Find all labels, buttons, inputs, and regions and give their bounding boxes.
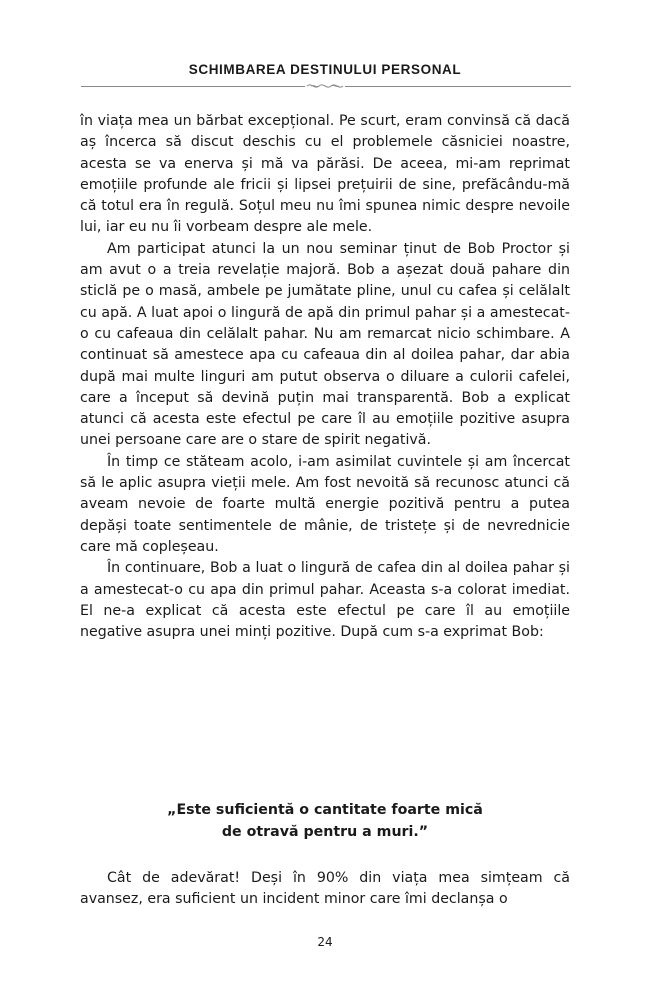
paragraph: În timp ce stăteam acolo, i-am asimilat cuvintele și am încercat să le aplic asupra vieții mele. Am fost nevoită să recunosc atunci că aveam nevoie de foarte multă energie pozitivă pentru a putea depăși toate sentimentele de mânie, de tristețe și de nevrednicie care mă copleșeau. (80, 453, 570, 555)
quote-line: de otravă pentru a muri.” (221, 824, 429, 840)
closing-text (80, 868, 570, 911)
paragraph: În continuare, Bob a luat o lingură de cafea din al doilea pahar și a amestecat-o cu apa din primul pahar. Aceasta s-a colorat imediat. El ne-a explicat că acesta este efectul pe care îl au emoțiile negative asupra unei minți pozitive. După cum s-a exprimat Bob: (80, 560, 570, 641)
page-number: 24 (317, 935, 333, 949)
paragraph: în viața mea un bărbat excepțional. Pe scurt, eram convinsă că dacă aș încerca să discut deschis cu el problemele căsniciei noastre, acesta se va enerva și mă va părăsi. De aceea, mi-am reprimat emoțiile profunde ale fricii și lipsei prețuirii de sine, prefăcându-mă că totul era în regulă. Soțul meu nu îmi spunea nimic despre nevoile lui, iar eu nu îi vorbeam despre ale mele. (80, 113, 570, 236)
body-text (80, 111, 570, 643)
header-ornament-icon (305, 81, 345, 91)
block-quote (80, 799, 570, 843)
running-header: SCHIMBAREA DESTINULUI PERSONAL (188, 62, 462, 77)
paragraph: Cât de adevărat! Deși în 90% din viața mea simțeam că avansez, era suficient un incident minor care îmi declanșa o (80, 870, 570, 908)
quote-line: „Este suficientă o cantitate foarte mică (167, 802, 483, 818)
paragraph: Am participat atunci la un nou seminar ținut de Bob Proctor și am avut o a treia revelație majoră. Bob a așezat două pahare din sticlă pe o masă, ambele pe jumătate pline, unul cu cafea și celălalt cu apă. A luat apoi o lingură de apă din primul pahar și a amestecat-o cu cafeaua din celălalt pahar. Nu am remarcat nicio schimbare. A continuat să amestece apa cu cafeaua din al doilea pahar, dar abia după mai multe linguri am putut observa o diluare a culorii cafelei, care a început să devină puțin mai transparentă. Bob a explicat atunci că acesta este efectul pe care îl au emoțiile pozitive asupra unei persoane care are o stare de spirit negativă. (80, 240, 570, 449)
